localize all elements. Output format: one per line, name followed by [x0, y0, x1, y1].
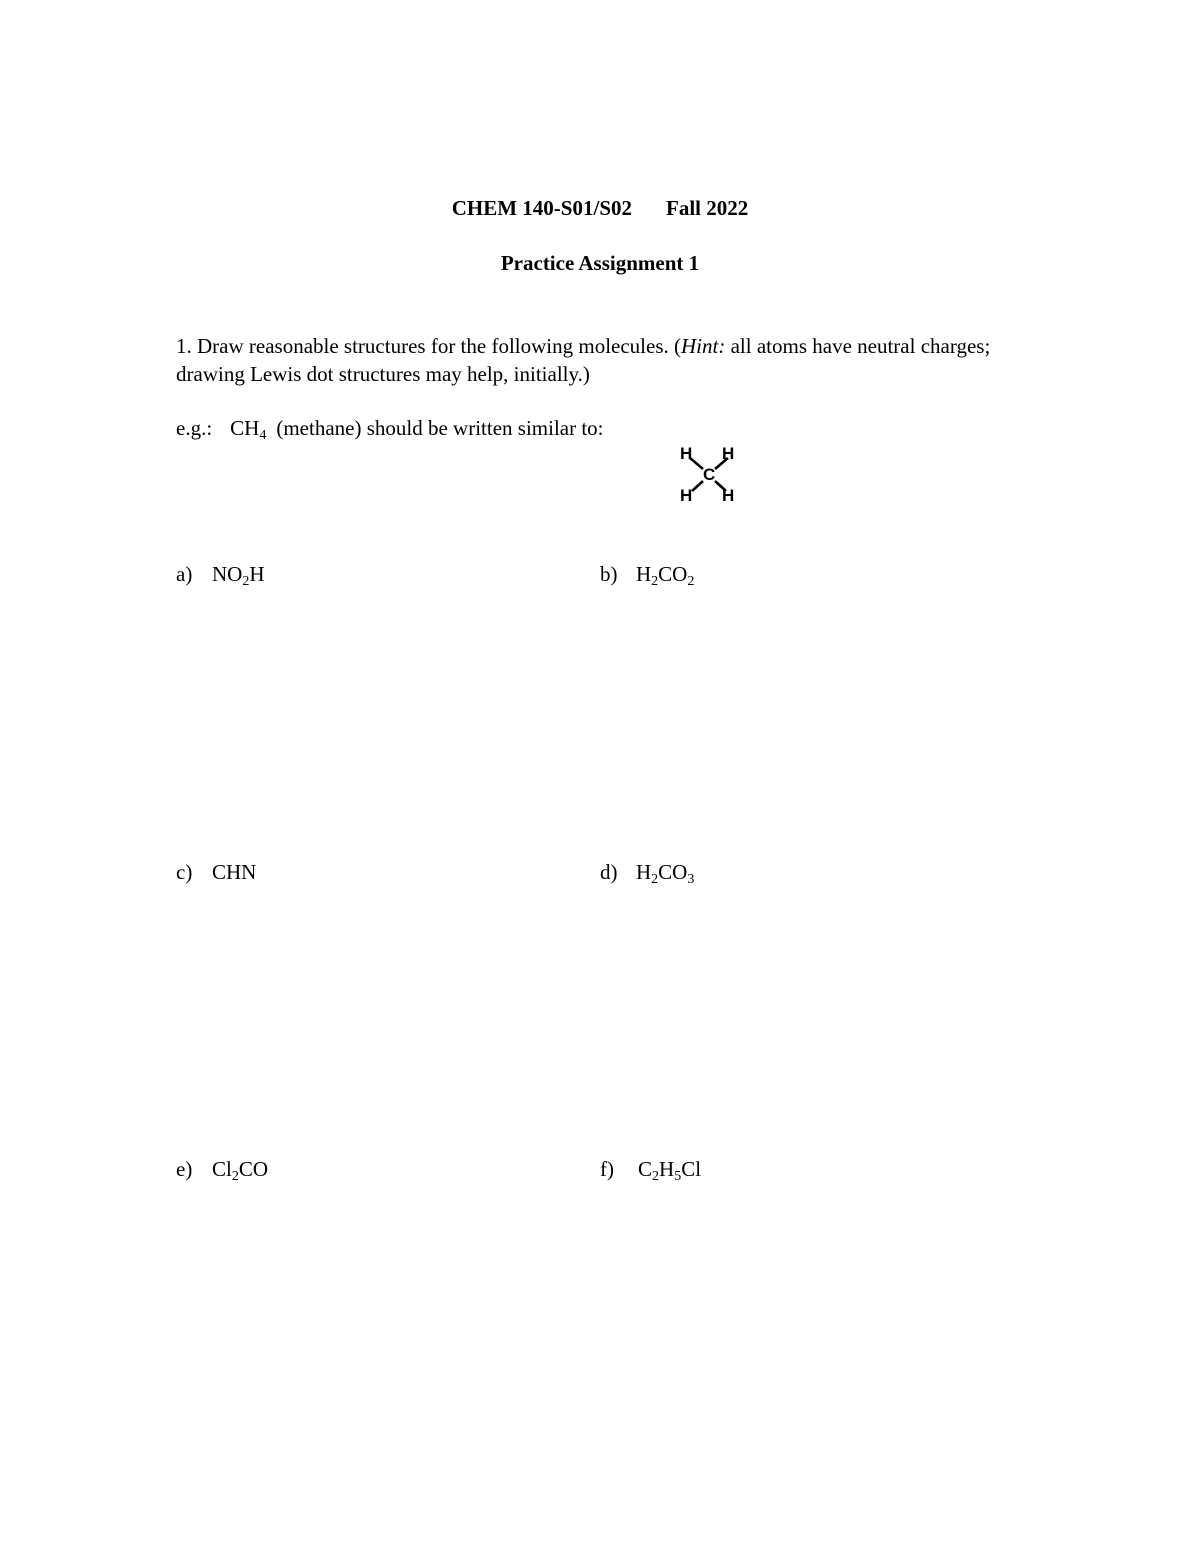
assignment-title: Practice Assignment 1: [500, 251, 700, 275]
formula-subscript: 2: [242, 574, 250, 589]
molecule-item: [176, 860, 256, 885]
formula-text: CHN: [212, 860, 257, 884]
example-formula-main: CH: [230, 416, 260, 440]
molecule-formula: [212, 860, 256, 884]
molecule-formula: [212, 1157, 269, 1184]
question-number: 1.: [176, 334, 192, 358]
formula-text: H: [636, 562, 652, 586]
molecule-item: [600, 562, 694, 587]
course-code: CHEM 140-S01/S02: [451, 196, 632, 220]
formula-subscript: 3: [687, 872, 695, 887]
item-label: d): [600, 860, 618, 884]
molecule-item: [176, 1157, 268, 1182]
formula-subscript: 2: [651, 872, 659, 887]
atom-h-bottom-left: H: [680, 486, 693, 505]
methane-structure: [670, 438, 750, 508]
atom-h-top-right: H: [722, 444, 735, 463]
formula-subscript: 2: [687, 574, 695, 589]
item-label: e): [176, 1157, 193, 1181]
formula-text: H: [659, 1157, 675, 1181]
question-text: Draw reasonable structures for the following molecules. (: [197, 334, 682, 358]
bond-bottom-left: [692, 481, 703, 491]
example-prefix: e.g.:: [176, 416, 213, 440]
molecule-formula: [638, 1157, 702, 1184]
example-line: [176, 414, 604, 442]
formula-text: Cl: [681, 1157, 702, 1181]
item-label: a): [176, 562, 193, 586]
item-label: f): [600, 1157, 614, 1181]
atom-h-top-left: H: [680, 444, 693, 463]
molecule-formula: [636, 860, 695, 887]
formula-subscript: 5: [674, 1169, 682, 1184]
atom-c-center: C: [703, 465, 716, 484]
formula-text: CO: [238, 1157, 269, 1181]
formula-text: C: [638, 1157, 653, 1181]
molecule-item: [600, 1157, 701, 1182]
formula-subscript: 2: [652, 1169, 660, 1184]
question-hint-text: all atoms have neutral charges; drawing Lewis dot structures may help, initially.): [176, 334, 991, 386]
item-label: c): [176, 860, 193, 884]
formula-text: Cl: [212, 1157, 232, 1181]
formula-subscript: 2: [651, 574, 659, 589]
example-description: (methane) should be written similar to:: [276, 416, 604, 440]
molecule-formula: [212, 562, 265, 589]
item-label: b): [600, 562, 618, 586]
formula-text: H: [249, 562, 265, 586]
molecule-item: [176, 562, 265, 587]
atom-h-bottom-right: H: [722, 486, 735, 505]
molecule-item: [600, 860, 694, 885]
formula-text: NO: [212, 562, 243, 586]
course-header: [0, 196, 1200, 221]
molecule-formula: [636, 562, 695, 589]
example-formula: [230, 416, 267, 443]
formula-text: H: [636, 860, 652, 884]
formula-text: CO: [658, 860, 688, 884]
methane-structure-drawing: [670, 438, 750, 508]
example-formula-subscript: 4: [259, 428, 267, 443]
course-term: Fall 2022: [666, 196, 749, 220]
hint-label: Hint:: [681, 334, 726, 358]
question-1: [176, 332, 1036, 388]
formula-text: CO: [658, 562, 688, 586]
formula-subscript: 2: [231, 1169, 239, 1184]
